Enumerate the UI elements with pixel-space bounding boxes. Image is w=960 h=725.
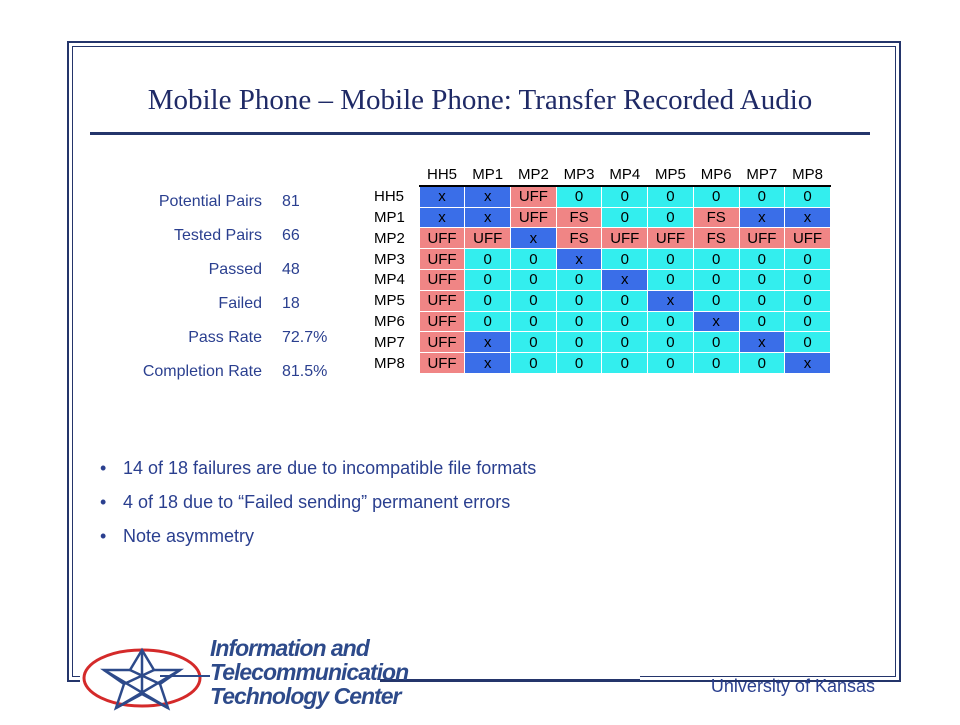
- matrix-cell: 0: [602, 186, 648, 207]
- matrix-cell: FS: [556, 207, 602, 228]
- matrix-cell: 0: [556, 353, 602, 374]
- bullet-dot: •: [100, 458, 107, 478]
- matrix-cell: UFF: [419, 332, 465, 353]
- matrix-cell: 0: [602, 290, 648, 311]
- matrix-cell: 0: [785, 311, 831, 332]
- matrix-row: [372, 228, 831, 249]
- matrix-row-header: MP5: [372, 290, 420, 311]
- matrix-cell: 0: [511, 311, 557, 332]
- matrix-cell: 0: [785, 332, 831, 353]
- stat-label: Failed: [218, 295, 262, 312]
- matrix-cell: 0: [602, 311, 648, 332]
- stat-label: Passed: [208, 261, 262, 278]
- matrix-cell: 0: [465, 311, 511, 332]
- matrix-row: [372, 311, 831, 332]
- matrix-cell: UFF: [602, 228, 648, 249]
- logo-wordmark: [210, 636, 408, 708]
- matrix-row: [372, 207, 831, 228]
- matrix-row-header: MP7: [372, 332, 420, 353]
- matrix-cell: 0: [556, 290, 602, 311]
- matrix-cell: 0: [785, 290, 831, 311]
- matrix-cell: FS: [693, 207, 739, 228]
- matrix-cell: UFF: [419, 269, 465, 290]
- matrix-cell: 0: [648, 353, 694, 374]
- matrix-row: [372, 290, 831, 311]
- matrix-cell: 0: [556, 311, 602, 332]
- matrix-cell: x: [739, 332, 785, 353]
- matrix-cell: 0: [556, 332, 602, 353]
- matrix-column-header: MP4: [602, 165, 648, 186]
- footer-rule: [370, 679, 640, 682]
- matrix-cell: 0: [511, 249, 557, 270]
- matrix-row: [372, 269, 831, 290]
- matrix-cell: 0: [739, 311, 785, 332]
- matrix-cell: 0: [648, 311, 694, 332]
- matrix-cell: 0: [556, 186, 602, 207]
- matrix-cell: FS: [556, 228, 602, 249]
- matrix-cell: x: [602, 269, 648, 290]
- bullet-dot: •: [100, 526, 107, 546]
- matrix-cell: UFF: [419, 249, 465, 270]
- slide-title: Mobile Phone – Mobile Phone: Transfer Recorded Audio: [147, 84, 813, 116]
- matrix-column-header: MP8: [785, 165, 831, 186]
- matrix-cell: 0: [693, 290, 739, 311]
- matrix-cell: 0: [511, 290, 557, 311]
- matrix-cell: x: [556, 249, 602, 270]
- matrix-column-header: MP7: [739, 165, 785, 186]
- matrix-cell: 0: [602, 249, 648, 270]
- matrix-column-header: MP5: [648, 165, 694, 186]
- matrix-cell: 0: [739, 249, 785, 270]
- matrix-cell: UFF: [648, 228, 694, 249]
- stat-label: Tested Pairs: [173, 227, 262, 244]
- title-rule: [90, 132, 870, 135]
- matrix-cell: UFF: [419, 311, 465, 332]
- logo-line: Telecommunication: [210, 659, 409, 685]
- stat-value: 66: [282, 227, 300, 244]
- matrix-cell: 0: [465, 269, 511, 290]
- bullet-text: 14 of 18 failures are due to incompatible file formats: [123, 458, 537, 478]
- matrix-cell: UFF: [739, 228, 785, 249]
- matrix-row-header: MP6: [372, 311, 420, 332]
- footer-university: University of Kansas: [710, 676, 875, 696]
- matrix-row: [372, 332, 831, 353]
- matrix-cell: 0: [785, 269, 831, 290]
- matrix-row: [372, 249, 831, 270]
- matrix-cell: 0: [693, 353, 739, 374]
- matrix-cell: x: [511, 228, 557, 249]
- matrix-cell: x: [785, 353, 831, 374]
- matrix-row-header: MP1: [372, 207, 420, 228]
- matrix-cell: x: [648, 290, 694, 311]
- matrix-cell: 0: [556, 269, 602, 290]
- matrix-cell: UFF: [419, 353, 465, 374]
- matrix-cell: UFF: [419, 290, 465, 311]
- matrix-column-header: MP2: [511, 165, 557, 186]
- bullet-text: Note asymmetry: [123, 526, 255, 546]
- matrix-column-header: MP1: [465, 165, 511, 186]
- matrix-cell: 0: [739, 353, 785, 374]
- matrix-row-header: MP8: [372, 353, 420, 374]
- matrix-column-header: MP6: [693, 165, 739, 186]
- matrix-cell: 0: [739, 269, 785, 290]
- matrix-row-header: MP3: [372, 249, 420, 270]
- matrix-cell: 0: [511, 332, 557, 353]
- stat-value: 72.7%: [282, 329, 328, 346]
- matrix-cell: FS: [693, 228, 739, 249]
- logo-line: Information and: [210, 635, 369, 661]
- matrix-cell: 0: [511, 269, 557, 290]
- matrix-cell: 0: [693, 269, 739, 290]
- matrix-row-header: MP4: [372, 269, 420, 290]
- matrix-cell: 0: [739, 186, 785, 207]
- matrix-cell: x: [465, 207, 511, 228]
- matrix-cell: 0: [693, 249, 739, 270]
- matrix-cell: 0: [602, 332, 648, 353]
- stat-value: 18: [282, 295, 300, 312]
- matrix-cell: 0: [648, 269, 694, 290]
- matrix-cell: 0: [693, 186, 739, 207]
- matrix-row-header: MP2: [372, 228, 420, 249]
- matrix-cell: UFF: [785, 228, 831, 249]
- stat-label: Pass Rate: [188, 329, 262, 346]
- bullet-dot: •: [100, 492, 107, 512]
- compatibility-matrix: [371, 164, 831, 374]
- logo-line: Technology Center: [210, 683, 401, 709]
- matrix-cell: 0: [465, 249, 511, 270]
- matrix-cell: 0: [648, 332, 694, 353]
- matrix-cell: x: [419, 207, 465, 228]
- matrix-cell: x: [465, 186, 511, 207]
- matrix-column-header: HH5: [419, 165, 465, 186]
- matrix-cell: 0: [739, 290, 785, 311]
- bullet-text: 4 of 18 due to “Failed sending” permanent errors: [123, 492, 511, 512]
- matrix-cell: x: [739, 207, 785, 228]
- matrix-row: [372, 353, 831, 374]
- matrix-cell: x: [785, 207, 831, 228]
- stat-label: Potential Pairs: [158, 193, 262, 210]
- matrix-cell: 0: [648, 207, 694, 228]
- network-star-icon: [80, 640, 210, 720]
- stat-value: 81: [282, 193, 300, 210]
- matrix-row-header: HH5: [372, 186, 420, 207]
- matrix-cell: 0: [693, 332, 739, 353]
- itc-logo: [80, 635, 409, 720]
- matrix-cell: 0: [602, 207, 648, 228]
- matrix-cell: 0: [648, 186, 694, 207]
- matrix-cell: x: [419, 186, 465, 207]
- matrix-cell: 0: [602, 353, 648, 374]
- stat-value: 81.5%: [282, 363, 328, 380]
- matrix-cell: UFF: [511, 207, 557, 228]
- matrix-column-header: MP3: [556, 165, 602, 186]
- matrix-cell: 0: [465, 290, 511, 311]
- matrix-corner: [372, 165, 420, 186]
- matrix-cell: x: [693, 311, 739, 332]
- matrix-cell: UFF: [465, 228, 511, 249]
- matrix-cell: UFF: [419, 228, 465, 249]
- matrix-row: [372, 186, 831, 207]
- matrix-cell: 0: [648, 249, 694, 270]
- matrix-body: [372, 186, 831, 374]
- matrix-cell: 0: [511, 353, 557, 374]
- matrix-header-row: [372, 165, 831, 186]
- matrix-cell: x: [465, 332, 511, 353]
- matrix-cell: 0: [785, 249, 831, 270]
- matrix-cell: 0: [785, 186, 831, 207]
- matrix-cell: x: [465, 353, 511, 374]
- matrix-cell: UFF: [511, 186, 557, 207]
- stat-label: Completion Rate: [142, 363, 262, 380]
- stat-value: 48: [282, 261, 300, 278]
